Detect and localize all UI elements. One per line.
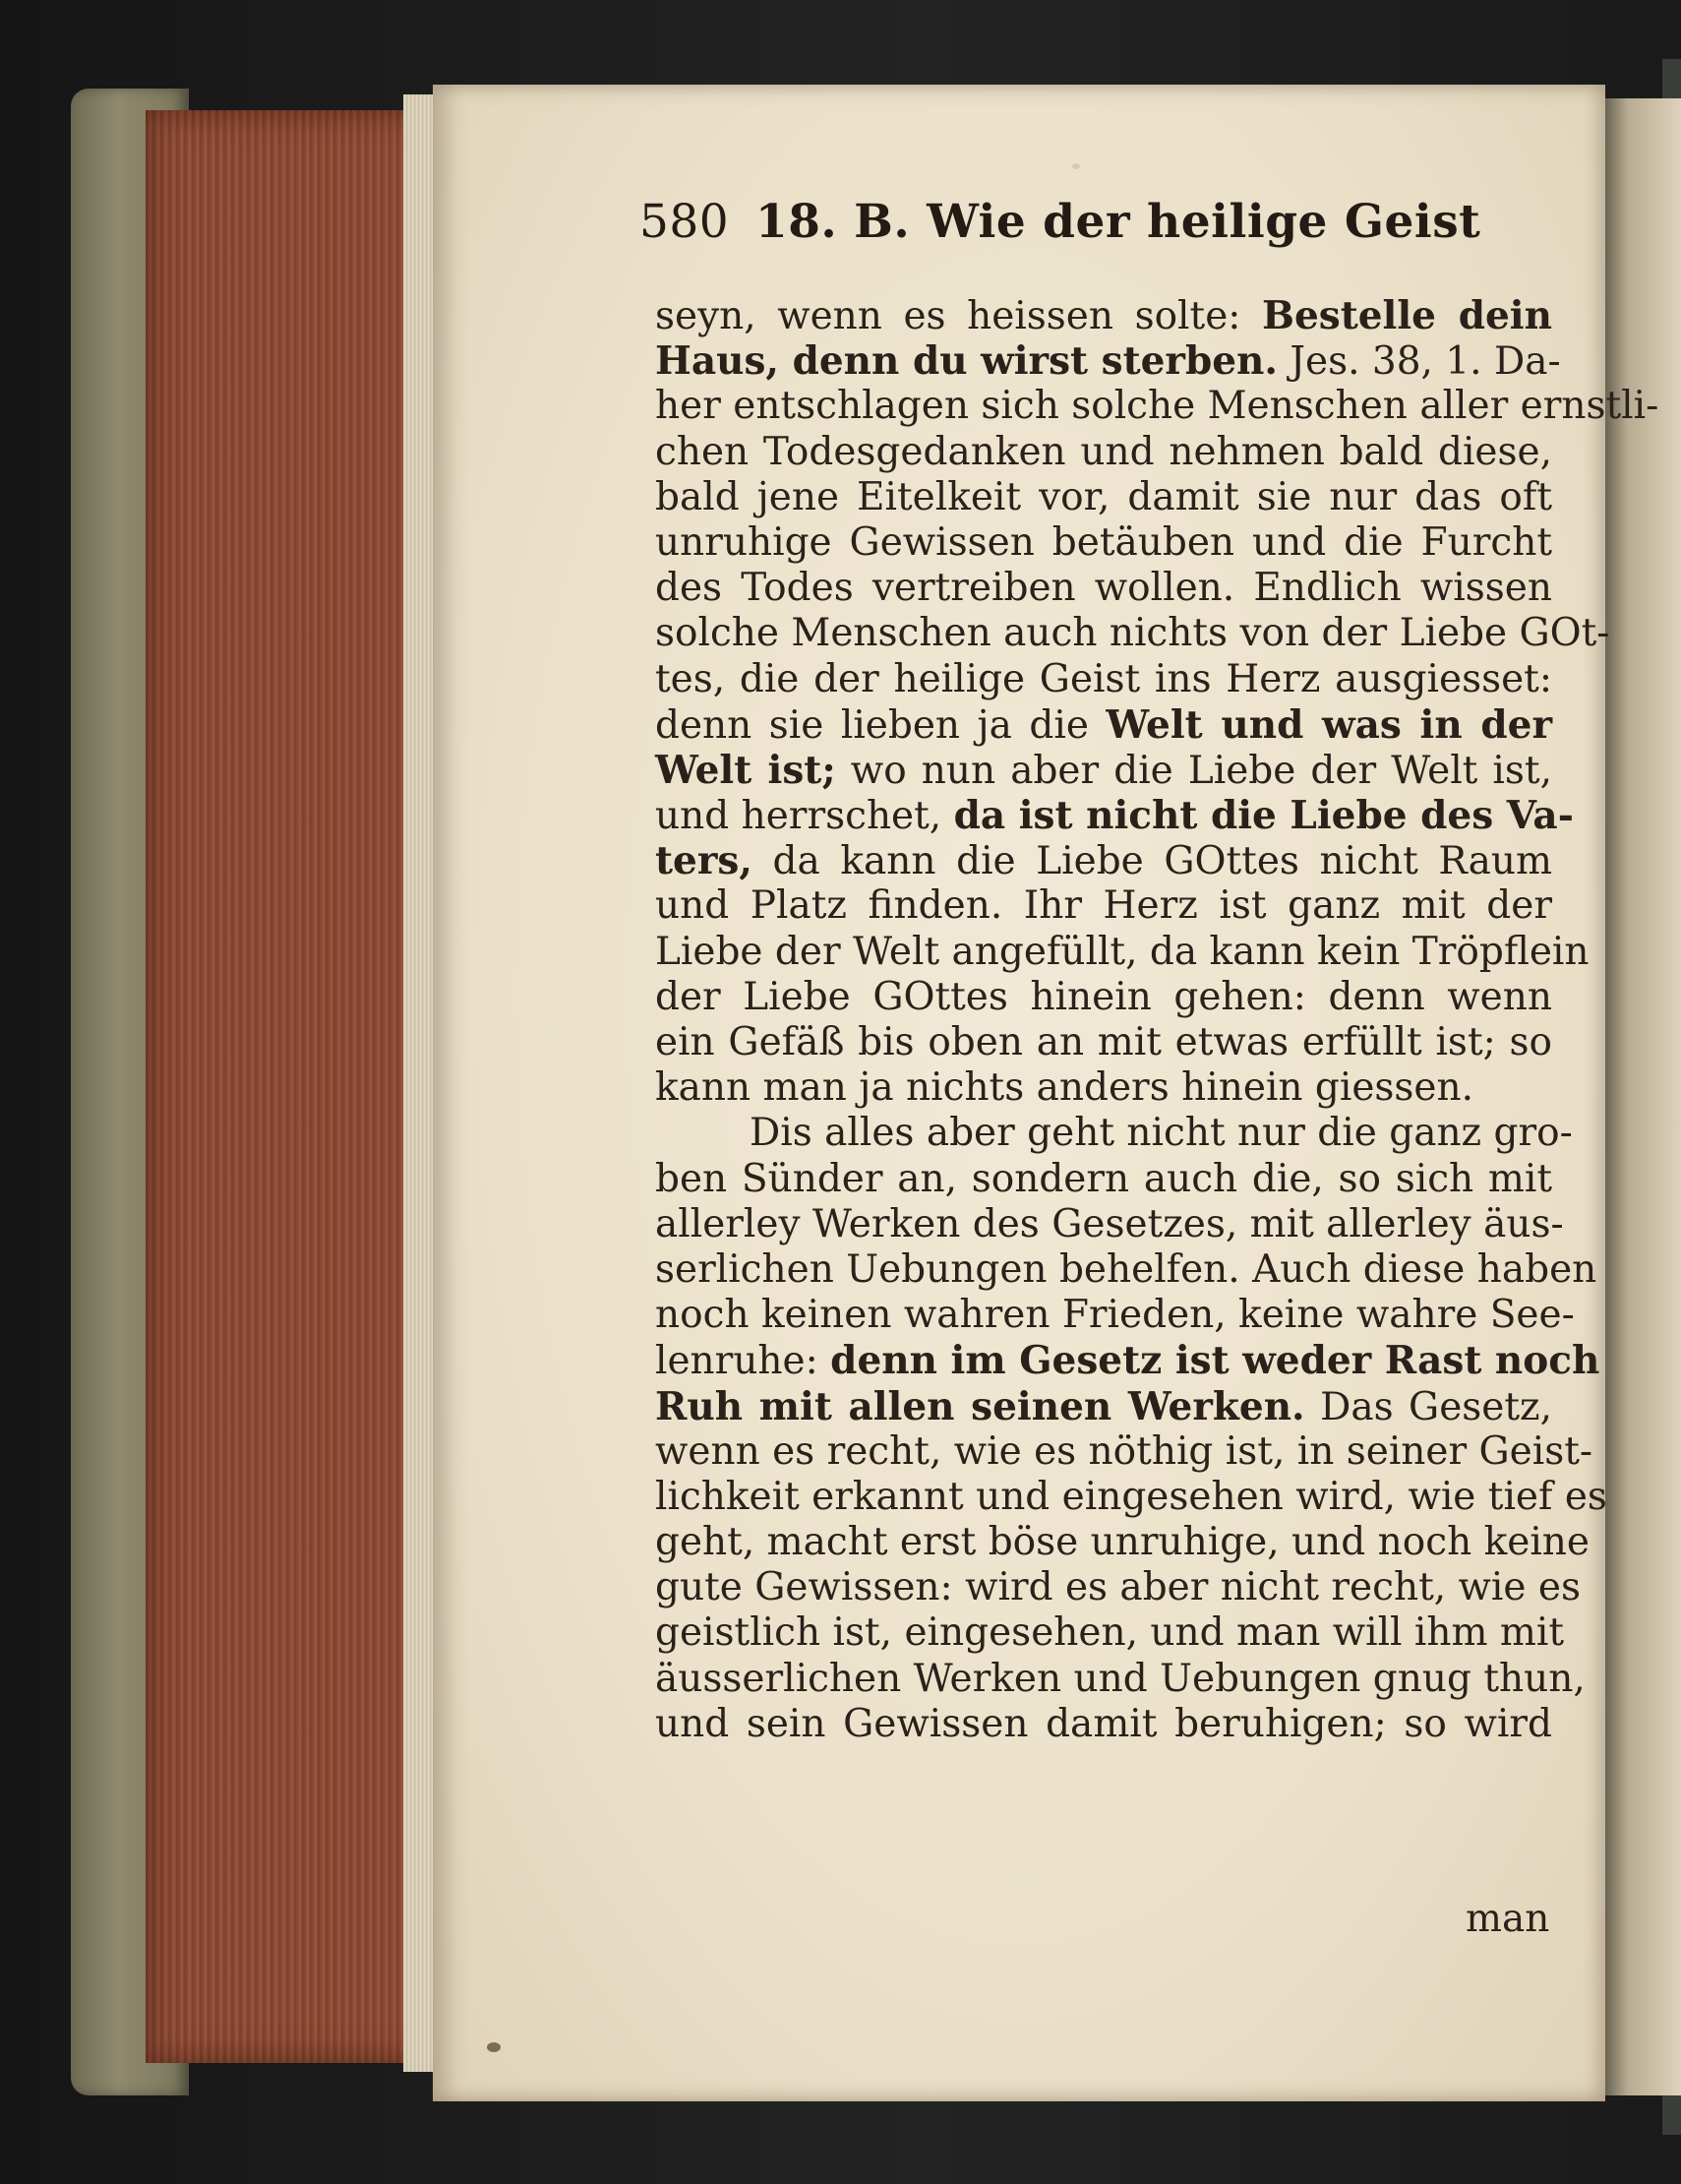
text-line: ters, da kann die Liebe GOttes nicht Raum — [655, 838, 1552, 884]
page-number: 580 — [639, 195, 730, 249]
text-line: wenn es recht, wie es nöthig ist, in seiner Geist- — [655, 1428, 1593, 1474]
paper-stain — [1072, 163, 1080, 169]
text-line: lichkeit erkannt und eingesehen wird, wie tief es — [655, 1474, 1607, 1519]
text-line: und sein Gewissen damit beruhigen; so wird — [655, 1701, 1552, 1746]
running-title: 18. B. Wie der heilige Geist — [755, 195, 1481, 249]
text-line: Welt ist; wo nun aber die Liebe der Welt ist, — [655, 747, 1552, 793]
text-line: her entschlagen sich solche Menschen aller ernstli- — [655, 384, 1659, 429]
page-text — [655, 293, 1659, 1747]
text-line: und Platz finden. Ihr Herz ist ganz mit der — [655, 883, 1552, 929]
text-line: bald jene Eitelkeit vor, damit sie nur das oft — [655, 474, 1552, 519]
text-line: solche Menschen auch nichts von der Liebe GOt- — [655, 611, 1610, 656]
text-line: gute Gewissen: wird es aber nicht recht, wie es — [655, 1565, 1581, 1610]
text-line: unruhige Gewissen betäuben und die Furcht — [655, 519, 1552, 565]
text-line: äusserlichen Werken und Uebungen gnug thun, — [655, 1656, 1586, 1701]
text-line: der Liebe GOttes hinein gehen: denn wenn — [655, 974, 1552, 1019]
text-line: lenruhe: denn im Gesetz ist weder Rast noch — [655, 1338, 1600, 1384]
text-line: Haus, denn du wirst sterben. Jes. 38, 1. Da- — [655, 338, 1561, 385]
text-line: geht, macht erst böse unruhige, und noch keine — [655, 1520, 1590, 1565]
text-line: und herrschet, da ist nicht die Liebe des Va- — [655, 793, 1574, 839]
text-line: ben Sünder an, sondern auch die, so sich mit — [655, 1156, 1552, 1201]
text-line: serlichen Uebungen behelfen. Auch diese haben — [655, 1246, 1597, 1292]
text-line: des Todes vertreiben wollen. Endlich wissen — [655, 566, 1552, 611]
text-line: Ruh mit allen seinen Werken. Das Gesetz, — [655, 1383, 1553, 1429]
text-line: seyn, wenn es heissen solte: Bestelle dein — [655, 293, 1552, 338]
text-line: Liebe der Welt angefüllt, da kann kein Tröpflein — [655, 929, 1590, 974]
text-line: denn sie lieben ja die Welt und was in der — [655, 701, 1552, 748]
page-block-fore-edge — [146, 110, 441, 2063]
paper-stain — [487, 2042, 501, 2052]
text-line: Dis alles aber geht nicht nur die ganz gro- — [750, 1111, 1573, 1156]
text-line: allerley Werken des Gesetzes, mit allerley äus- — [655, 1201, 1564, 1246]
running-header — [639, 195, 1525, 264]
text-line: chen Todesgedanken und nehmen bald diese, — [655, 429, 1552, 474]
catchword: man — [1466, 1897, 1550, 1941]
text-line: geistlich ist, eingesehen, und man will ihm mit — [655, 1610, 1565, 1656]
text-line: ein Gefäß bis oben an mit etwas erfüllt ist; so — [655, 1020, 1552, 1064]
text-line: noch keinen wahren Frieden, keine wahre See- — [655, 1293, 1575, 1338]
text-line: tes, die der heilige Geist ins Herz ausgiesset: — [655, 656, 1552, 701]
text-line: kann man ja nichts anders hinein giessen. — [655, 1065, 1474, 1111]
